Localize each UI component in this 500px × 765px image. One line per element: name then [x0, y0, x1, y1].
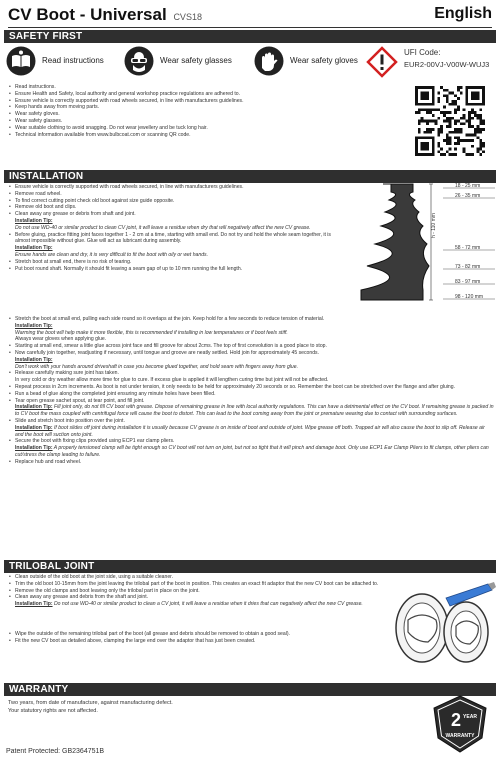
- qr-code[interactable]: [415, 86, 485, 156]
- safety-list: [8, 84, 398, 138]
- tip-text: Do not use WD-40 or similar product to clean CV joint, it will leave a residue when dry that will negatively affect the new CV grease.: [15, 224, 311, 231]
- list-item: • Stretch the boot at small end, pulling each side round so it overlaps at the join. Keep hold for a few seconds to reduce tension of material.: [8, 316, 494, 323]
- list-item: • Slide and stretch boot into position over the joint.: [8, 418, 494, 425]
- list-item: • Tear open grease sachet spout, at tear point, and fill joint.: [8, 398, 494, 405]
- tip-text: If boot slides off joint during installation it is usually because CV grease is on inside of boot and outside of joint. Wipe grease off both. Trapped air will also cause the boot to slip off. Release air and the boot will suction onto joint.: [15, 424, 485, 438]
- gloves-icon: [254, 46, 284, 76]
- list-item: • Trim the old boot 10-15mm from the joint leaving the trilobal part of the boot in position. This creates an exact fit adaptor that the new CV boot can be attached to.: [8, 581, 380, 588]
- list-item: • Starting at small end, smear a little glue across joint face and fill groove for about 2cms. The top of first convolution is a good place to stop.: [8, 343, 494, 350]
- tip-label: Installation Tip:: [15, 445, 53, 452]
- tip-label: Installation Tip:: [15, 601, 53, 608]
- list-item: • Technical information available from www.bulbcoat.com or scanning QR code.: [8, 132, 398, 139]
- list-item: • Before gluing, practice fitting joint faces together 1 - 2 cm at a time, starting with small end. Do not try and hold the whole seam together, it is almost impossible without glue. Glue will act as lubricant during assembly.: [8, 232, 338, 246]
- list-item: • Remove old boot and clips.: [8, 204, 338, 211]
- tip-label: Installation Tip:: [15, 356, 53, 363]
- section-header-installation: INSTALLATION: [4, 170, 496, 183]
- list-item: Always wear gloves when applying glue.: [15, 336, 107, 343]
- tip-text: Warming the boot will help make it more flexible, this is recommended if installing in low temperatures or if boot feels stiff.: [15, 329, 288, 336]
- list-item: In very cold or dry weather allow more time for glue to cure. If excess glue is applied it will lengthen curing time but joint will not be affected.: [15, 377, 329, 384]
- list-item: • Remove the old clamps and boot leaving only the trilobal part in place on the joint.: [8, 588, 380, 595]
- list-item: • Clean outside of the old boot at the joint side, using a suitable cleaner.: [8, 574, 380, 581]
- installation-tip: [8, 245, 338, 259]
- warranty-line-2: Your statutory rights are not affected.: [8, 708, 98, 714]
- diagram-size-1: 18 - 25 mm: [455, 183, 481, 189]
- diagram-size-5: 83 - 97 mm: [455, 279, 481, 285]
- tip-text: Ensure hands are clean and dry, it is very difficult to fit the boot with oily or wet hands.: [15, 251, 208, 258]
- installation-tip: [8, 445, 494, 459]
- shield-icon: [430, 694, 490, 754]
- tip-label: Installation Tip:: [15, 322, 53, 329]
- patent-notice: Patent Protected: GB2364751B: [6, 748, 105, 755]
- list-item: • Stretch boot at small end, there is no risk of tearing.: [8, 259, 338, 266]
- installation-tip: [8, 425, 494, 439]
- list-item: • Now carefully join together, readjusting if necessary, until tongue and groove are neatly settled. Hold join for approximately 45 seconds.: [8, 350, 494, 357]
- diagram-size-3: 58 - 72 mm: [455, 245, 481, 251]
- badge-number: 2: [450, 710, 462, 730]
- list-item: • Release carefully making sure joint has taken.: [8, 370, 494, 377]
- warranty-badge: [430, 694, 490, 754]
- tip-text: Do not use WD-40 or similar product to clean a CV joint, it will leave a residue when it dries that can negatively affect the new CV grease.: [52, 601, 363, 608]
- diagram-size-2: 26 - 35 mm: [455, 193, 481, 199]
- installation-tip: [8, 357, 494, 371]
- badge-year: YEAR: [463, 714, 477, 720]
- badge-warranty-text: WARRANTY: [445, 733, 475, 739]
- tip-label: Installation Tip:: [15, 217, 53, 224]
- tip-text: Don't work with your hands around driveshaft in case you become glued together, and hold seam with fingers away from glue.: [15, 363, 298, 370]
- list-item: • Remove road wheel.: [8, 191, 338, 198]
- diagram-height-label: h - 110 mm: [431, 213, 437, 238]
- diagram-size-4: 73 - 82 mm: [455, 264, 481, 270]
- list-item: • Fit the new CV boot as detailed above, clamping the large end over the adaptor that has just been created.: [8, 638, 494, 645]
- list-item: • Ensure vehicle is correctly supported with road wheels secured, in line with manufacturers guidelines.: [8, 98, 398, 105]
- trilobal-joint-illustration: [388, 580, 496, 672]
- list-item: • Ensure vehicle is correctly supported with road wheels secured, in line with manufacturers guidelines.: [8, 184, 338, 191]
- installation-tip: [8, 404, 494, 418]
- installation-tip: [8, 218, 338, 232]
- list-item: • Clean away any grease or debris from shaft and joint.: [8, 211, 338, 218]
- list-item: • To find correct cutting point check old boot against size guide opposite.: [8, 198, 338, 205]
- list-item: • Wear safety gloves.: [8, 111, 398, 118]
- installation-steps-continued: [8, 316, 494, 466]
- trilobal-steps: [8, 574, 380, 608]
- list-item: • Secure the boot with fixing clips provided using ECP1 ear clamp pliers.: [8, 438, 494, 445]
- list-item: • Wipe the outside of the remaining trilobal part of the boot (all grease and debris should be removed to obtain a good seal).: [8, 631, 494, 638]
- title-text: CV Boot - Universal: [8, 5, 167, 24]
- list-item: • Keep hands away from moving parts.: [8, 104, 398, 111]
- tip-text: Fill joint only, do not fill CV boot with grease. Dispose of remaining grease in line with local authority regulations. This can have a detrimental effect on the CV boot. If remaining grease is packed in to CV boot the mass coupled with centrifugal force will cause the boot to distort. This can lead to the boot coming away from the joint or premature wearing due to contact with surrounding surfaces.: [15, 404, 494, 418]
- book-icon: [6, 46, 36, 76]
- safety-label-gloves: Wear safety gloves: [290, 56, 358, 65]
- warranty-line-1: Two years, from date of manufacture, against manufacturing defect.: [8, 700, 173, 706]
- ufi-code: EUR2-00VJ-V00W-WUJ3: [404, 60, 490, 69]
- list-item: • Wear suitable clothing to avoid snagging. Do not wear jewellery and be tuck long hair.: [8, 125, 398, 132]
- section-header-trilobal: TRILOBAL JOINT: [4, 560, 496, 573]
- section-header-warranty: WARRANTY: [4, 683, 496, 696]
- list-item: • Put boot round shaft. Normally it should fit leaving a seam gap of up to 10 mm running the full length.: [8, 266, 338, 273]
- diagram-size-6: 98 - 120 mm: [455, 294, 484, 300]
- list-item: • Wear safety glasses.: [8, 118, 398, 125]
- list-item: • Repeat process in 2cm increments. As boot is not under tension, it only needs to be held for approximately 20 seconds or so. Remember the boot can be stretched over the flange and after gluing.: [8, 384, 494, 391]
- product-code: CVS18: [173, 12, 202, 22]
- warning-icon: [366, 46, 398, 78]
- installation-tip: [8, 601, 380, 608]
- installation-tip: [8, 323, 494, 337]
- list-item: • Replace hub and road wheel.: [8, 459, 494, 466]
- boot-outline: [361, 184, 429, 300]
- tip-text: A properly tensioned clamp will be tight enough so CV boot will not turn on joint, but not so tight that it will pinch and damage boot. Only use ECP1 Ear Clamp Pliers to fit clamps, other pliers can cut/stress the clamp leading to failure.: [15, 445, 489, 458]
- safety-icons-row: [4, 44, 496, 80]
- list-item: • Clean away any grease and debris from the shaft and joint.: [8, 594, 380, 601]
- safety-glasses-icon: [124, 46, 154, 76]
- section-header-safety: SAFETY FIRST: [4, 30, 496, 43]
- safety-label-read: Read instructions: [42, 56, 104, 65]
- page-header: [8, 2, 492, 28]
- tip-label: Installation Tip:: [15, 404, 53, 411]
- list-item: • Ensure Health and Safety, local authority and general workshop practice regulations are adhered to.: [8, 91, 398, 98]
- list-item: • Run a bead of glue along the completed joint ensuring any minute holes have been filled.: [8, 391, 494, 398]
- tip-label: Installation Tip:: [15, 424, 53, 431]
- trilobal-steps-continued: [8, 631, 494, 645]
- page-title: [8, 5, 202, 25]
- list-item: • Read instructions.: [8, 84, 398, 91]
- language-label: English: [434, 5, 492, 22]
- safety-label-glasses: Wear safety glasses: [160, 56, 232, 65]
- installation-steps: [8, 184, 338, 272]
- tip-label: Installation Tip:: [15, 245, 53, 252]
- ufi-label: UFI Code:: [404, 48, 441, 57]
